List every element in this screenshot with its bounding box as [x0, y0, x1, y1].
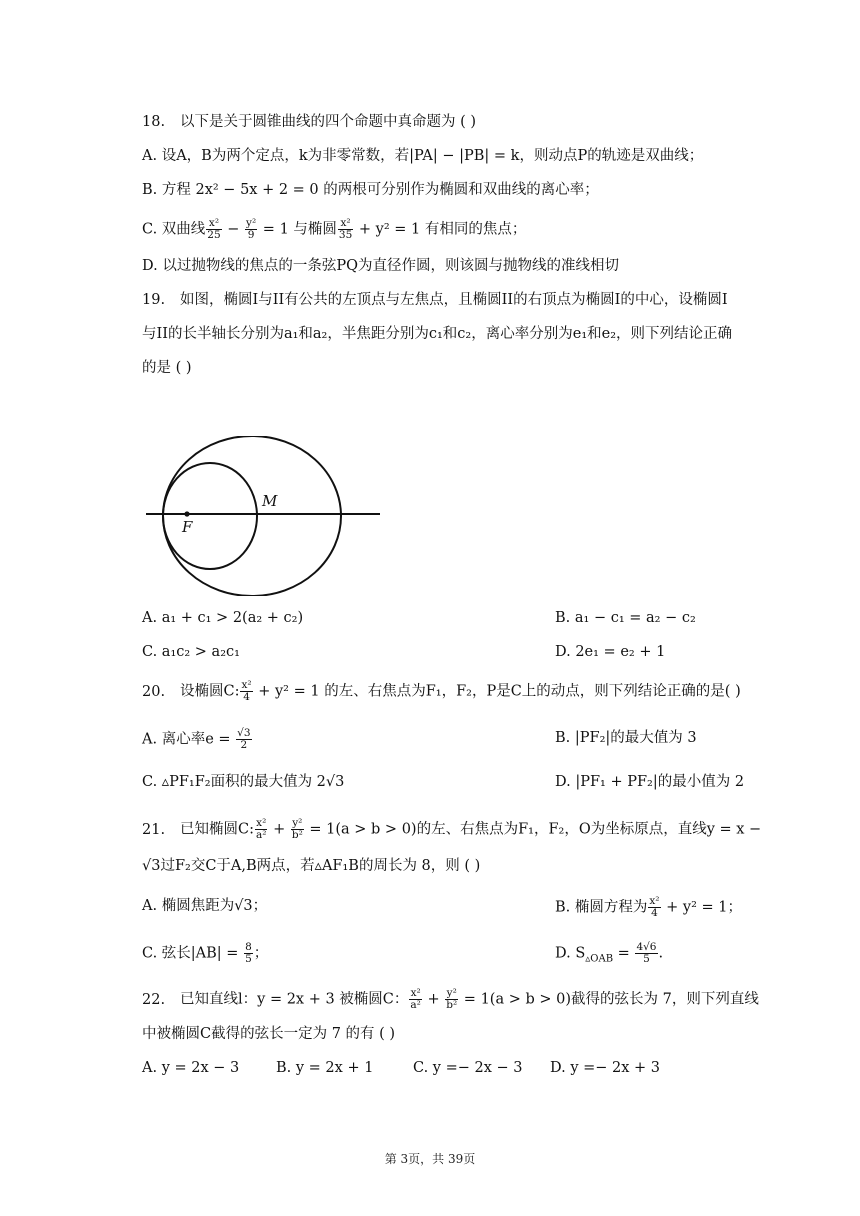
q21-options-row2 — [142, 942, 800, 965]
fraction-x2-a2-b: $\frac{\text{x²}}{\text{a²}}$ — [410, 987, 421, 1011]
q22-option-b: B. y = 2x + 1 — [276, 1060, 374, 1076]
q22-option-a: A. y = 2x − 3 — [142, 1060, 240, 1076]
q22-stem-suffix: 截得的弦长为 7，则下列直线 — [571, 991, 759, 1008]
fraction-x2-4: $\frac{\text{x²}}{4}$ — [241, 679, 252, 703]
q19-options-row1 — [142, 608, 800, 628]
q18-option-d: D. 以过抛物线的焦点的一条弦PQ为直径作圆，则该圆与抛物线的准线相切 — [142, 258, 619, 274]
fraction-x2-4b: $\frac{\text{x²}}{4}$ — [649, 895, 660, 919]
q21-options-row1 — [142, 895, 800, 919]
q21-option-b-suffix: + y² = 1； — [666, 899, 742, 916]
q18-option-a: A. 设A，B为两个定点，k为非零常数，若|PA| − |PB| = k，则动点P的轨迹是双曲线； — [142, 148, 704, 164]
q21-option-a: A. 椭圆焦距为√3； — [142, 898, 268, 914]
q21-stem-prefix: 已知椭圆C: — [180, 821, 254, 838]
q20-stem: 20. 设椭圆C: $\frac{\text{x²}}{4}$ + y² = 1 的左、右焦点为F₁，F₂，P是C上的动点，则下列结论正确的是( ) — [142, 679, 741, 703]
fraction-x2-25: $\frac{\text{x²}}{25}$ — [207, 217, 221, 241]
q19-stem-1: 如图，椭圆I与II有公共的左顶点与左焦点，且椭圆II的右顶点为椭圆I的中心，设椭圆I — [180, 292, 728, 308]
q21-option-d-suffix: . — [658, 945, 664, 962]
q19-stem-line2: 与II的长半轴长分别为a₁和a₂，半焦距分别为c₁和c₂，离心率分别为e₁和e₂，则下列结论正确 — [142, 326, 733, 342]
q20-option-a — [142, 728, 253, 751]
q19-option-a: A. a₁ + c₁ > 2(a₂ + c₂) — [142, 610, 304, 626]
page-footer: 第 3页，共 39页 — [384, 1152, 476, 1166]
q19-stem-line3: 的是 ( ) — [142, 360, 192, 376]
q21-option-b — [555, 896, 742, 919]
q21-stem-suffix: 的左、右焦点为F₁，F₂，O为坐标原点，直线y = x − — [416, 821, 762, 838]
q20-option-c: C. ▵PF₁F₂面积的最大值为 2√3 — [142, 774, 345, 790]
q21-option-b-prefix: B. 椭圆方程为 — [555, 899, 648, 916]
q21-option-d-prefix: D. S — [555, 945, 586, 962]
q19-stem-line1 — [142, 290, 800, 310]
q20-stem-prefix: 设椭圆C: — [180, 683, 240, 700]
q18-option-c-prefix: C. 双曲线 — [142, 221, 206, 238]
q19-number: 19. — [142, 292, 166, 308]
q20-options-row1 — [142, 728, 800, 751]
focus-point-f — [184, 511, 189, 516]
q21-option-c-prefix: C. 弦长|AB| = — [142, 945, 239, 962]
label-m: M — [262, 492, 278, 510]
fraction-y2-b2-b: $\frac{\text{y²}}{\text{b²}}$ — [446, 987, 458, 1011]
q18-option-c: C. 双曲线 $\frac{\text{x²}}{25}$ − $\frac{\text{y²}}{9}$ = 1 与椭圆 $\frac{\text{x²}}{35}$ + y² = 1 有相同的焦点； — [142, 217, 527, 241]
fraction-x2-a2: $\frac{\text{x²}}{\text{a²}}$ — [255, 817, 267, 841]
q21-number: 21. — [142, 821, 166, 838]
ellipse-figure — [144, 436, 384, 596]
q21-option-c — [142, 942, 268, 965]
q18-option-c-mid: 与椭圆 — [293, 221, 337, 238]
fraction-4sqrt6-5: $\frac{4√6}{5}$ — [636, 941, 657, 965]
q22-option-c: C. y =− 2x − 3 — [413, 1060, 523, 1076]
q21-option-d: D. $S_{▵OAB}$ = $\frac{4√6}{5}$ . — [555, 941, 664, 965]
q18-stem-line — [142, 112, 800, 132]
q20-number: 20. — [142, 683, 166, 700]
q22-stem-line2: 中被椭圆C截得的弦长一定为 7 的有 ( ) — [142, 1026, 396, 1042]
fraction-y2-b2: $\frac{\text{y²}}{\text{b²}}$ — [291, 817, 303, 841]
q18-option-c-end: 有相同的焦点； — [424, 221, 527, 238]
q18-option-b: B. 方程 2x² − 5x + 2 = 0 的两根可分别作为椭圆和双曲线的离心率； — [142, 182, 599, 198]
q18-stem: 以下是关于圆锥曲线的四个命题中真命题为 ( ) — [180, 114, 477, 130]
q20-option-a-prefix: A. 离心率e = — [142, 731, 231, 748]
q21-option-c-suffix: ； — [253, 945, 269, 962]
q21-stem-line1: 21. 已知椭圆C: $\frac{\text{x²}}{\text{a²}}$ + $\frac{\text{y²}}{\text{b²}}$ = 1(a > b > 0)的左、右焦点为F₁，F₂，O为坐标原点，直线y = x − — [142, 817, 762, 841]
q22-stem-line1: 22. 已知直线l：y = 2x + 3 被椭圆C： $\frac{\text{x²}}{\text{a²}}$ + $\frac{\text{y²}}{\text{b²}}$ = 1(a > b > 0)截得的弦长为 7，则下列直线 — [142, 987, 759, 1011]
q22-stem-prefix: 已知直线l：y = 2x + 3 被椭圆C： — [180, 991, 409, 1008]
q22-option-d: D. y =− 2x + 3 — [550, 1060, 661, 1076]
q19-option-d: D. 2e₁ = e₂ + 1 — [555, 644, 666, 660]
ellipse-one — [163, 436, 341, 596]
fraction-8-5: $\frac{8}{5}$ — [245, 941, 252, 965]
q22-number: 22. — [142, 991, 166, 1008]
fraction-x2-35: $\frac{\text{x²}}{35}$ — [338, 217, 353, 241]
q19-options-row2 — [142, 642, 800, 662]
q20-option-d: D. |PF₁ + PF₂|的最小值为 2 — [555, 774, 745, 790]
q19-option-c: C. a₁c₂ > a₂c₁ — [142, 644, 240, 660]
q20-options-row2 — [142, 772, 800, 792]
q18-number: 18. — [142, 114, 166, 130]
ellipse-two — [163, 463, 257, 569]
q19-option-b: B. a₁ − c₁ = a₂ − c₂ — [555, 610, 696, 626]
q20-stem-suffix: 的左、右焦点为F₁，F₂，P是C上的动点，则下列结论正确的是( ) — [324, 683, 741, 700]
fraction-y2-9: $\frac{\text{y²}}{9}$ — [246, 217, 257, 241]
q20-option-b: B. |PF₂|的最大值为 3 — [555, 730, 697, 746]
q21-stem-line2: √3过F₂交C于A,B两点，若▵AF₁B的周长为 8，则 ( ) — [142, 858, 481, 874]
label-f: F — [182, 518, 193, 536]
fraction-sqrt3-2: $\frac{√3}{2}$ — [237, 727, 251, 751]
